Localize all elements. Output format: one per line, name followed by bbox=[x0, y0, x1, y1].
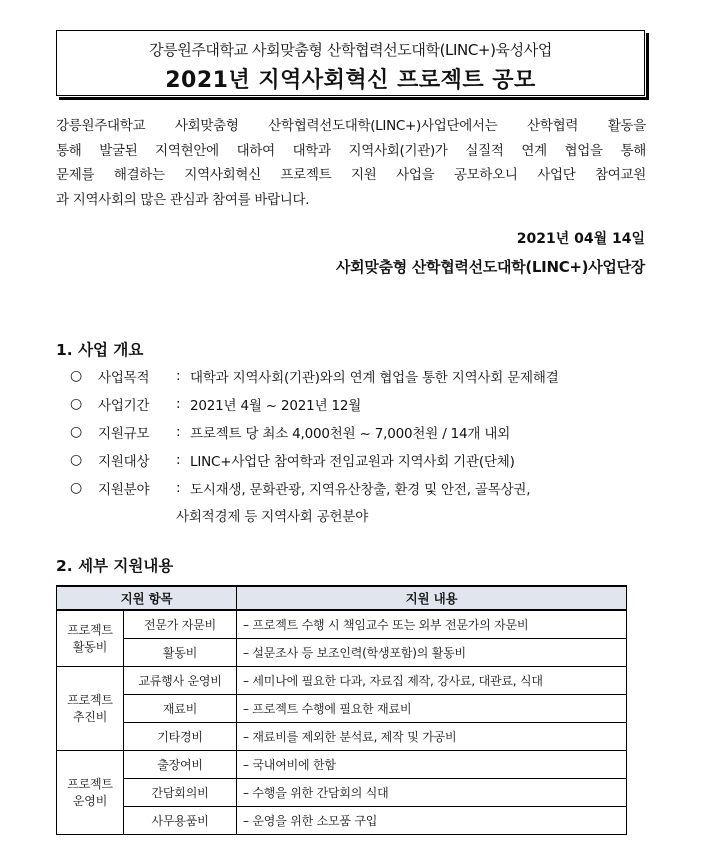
overview-list bbox=[70, 362, 650, 528]
overview-label: 사업목적 bbox=[98, 370, 150, 386]
overview-label: 지원분야 bbox=[98, 482, 150, 498]
circle-bullet-icon: ○ bbox=[70, 424, 83, 440]
table-header-item: 지원 항목 bbox=[57, 586, 237, 610]
section-title-overview: 1. 사업 개요 bbox=[56, 341, 144, 359]
table-header-row bbox=[57, 586, 627, 610]
table-row bbox=[57, 807, 627, 835]
category-cell bbox=[57, 610, 124, 667]
category-cell bbox=[57, 667, 124, 751]
overview-item bbox=[70, 474, 650, 502]
overview-label: 지원대상 bbox=[98, 454, 150, 470]
content-cell: – 설문조사 등 보조인력(학생포함)의 활동비 bbox=[237, 639, 627, 667]
content-cell: – 세미나에 필요한 다과, 자료집 제작, 강사료, 대관료, 식대 bbox=[237, 667, 627, 695]
overview-colon: : bbox=[176, 452, 181, 468]
item-cell: 간담회의비 bbox=[124, 779, 237, 807]
overview-value: 프로젝트 당 최소 4,000천원 ~ 7,000천원 / 14개 내외 bbox=[190, 426, 511, 442]
overview-item bbox=[70, 362, 650, 390]
overview-label: 사업기간 bbox=[98, 398, 150, 414]
table-row bbox=[57, 667, 627, 695]
overview-item bbox=[70, 390, 650, 418]
table-row bbox=[57, 779, 627, 807]
document-title: 2021년 지역사회혁신 프로젝트 공모 bbox=[165, 68, 536, 93]
overview-value: LINC+사업단 참여학과 전임교원과 지역사회 기관(단체) bbox=[190, 454, 515, 470]
intro-line: 강릉원주대학교 사회맞춤형 산학협력선도대학(LINC+)사업단에서는 산학협력 활동을 bbox=[56, 118, 646, 134]
section-title-details: 2. 세부 지원내용 bbox=[56, 557, 174, 575]
document-subtitle: 강릉원주대학교 사회맞춤형 산학협력선도대학(LINC+)육성사업 bbox=[149, 41, 552, 59]
table-row bbox=[57, 610, 627, 639]
item-cell: 교류행사 운영비 bbox=[124, 667, 237, 695]
overview-colon: : bbox=[176, 424, 181, 440]
intro-paragraph bbox=[56, 114, 646, 212]
overview-colon: : bbox=[176, 368, 181, 384]
category-label: 프로젝트 bbox=[67, 622, 113, 637]
category-label: 프로젝트 bbox=[67, 776, 113, 791]
overview-colon: : bbox=[176, 480, 181, 496]
overview-value: 2021년 4월 ~ 2021년 12월 bbox=[190, 398, 362, 414]
item-cell: 사무용품비 bbox=[124, 807, 237, 835]
category-label: 프로젝트 bbox=[67, 692, 113, 707]
intro-line: 과 지역사회의 많은 관심과 참여를 바랍니다. bbox=[56, 191, 310, 208]
table-row bbox=[57, 639, 627, 667]
item-cell: 전문가 자문비 bbox=[124, 610, 237, 639]
organization-name: 사회맞춤형 산학협력선도대학(LINC+)사업단장 bbox=[335, 258, 645, 276]
table-row bbox=[57, 723, 627, 751]
support-table bbox=[56, 585, 627, 835]
overview-item bbox=[70, 446, 650, 474]
table-header-content: 지원 내용 bbox=[237, 586, 627, 610]
item-cell: 출장여비 bbox=[124, 751, 237, 779]
overview-value: 도시재생, 문화관광, 지역유산창출, 환경 및 안전, 골목상권, bbox=[190, 482, 531, 498]
circle-bullet-icon: ○ bbox=[70, 396, 83, 412]
table-row bbox=[57, 695, 627, 723]
title-box bbox=[56, 30, 645, 96]
overview-colon: : bbox=[176, 396, 181, 412]
circle-bullet-icon: ○ bbox=[70, 452, 83, 468]
table-row bbox=[57, 751, 627, 779]
category-cell bbox=[57, 751, 124, 835]
announcement-date: 2021년 04월 14일 bbox=[516, 231, 645, 247]
category-label: 활동비 bbox=[72, 639, 108, 654]
content-cell: – 프로젝트 수행 시 책임교수 또는 외부 전문가의 자문비 bbox=[237, 610, 627, 639]
content-cell: – 국내여비에 한함 bbox=[237, 751, 627, 779]
circle-bullet-icon: ○ bbox=[70, 368, 83, 384]
intro-line: 통해 발굴된 지역현안에 대하여 대학과 지역사회(기관)가 실질적 연계 협업을 통해 bbox=[56, 142, 646, 159]
item-cell: 재료비 bbox=[124, 695, 237, 723]
category-label: 운영비 bbox=[72, 793, 108, 808]
intro-line: 문제를 해결하는 지역사회혁신 프로젝트 지원 사업을 공모하오니 사업단 참여교원 bbox=[56, 167, 646, 183]
item-cell: 활동비 bbox=[124, 639, 237, 667]
item-cell: 기타경비 bbox=[124, 723, 237, 751]
overview-item bbox=[70, 418, 650, 446]
overview-label: 지원규모 bbox=[98, 426, 150, 442]
overview-value: 대학과 지역사회(기관)와의 연계 협업을 통한 지역사회 문제해결 bbox=[190, 370, 559, 386]
overview-continuation: 사회적경제 등 지역사회 공헌분야 bbox=[176, 509, 369, 525]
content-cell: – 프로젝트 수행에 필요한 재료비 bbox=[237, 695, 627, 723]
circle-bullet-icon: ○ bbox=[70, 480, 83, 496]
content-cell: – 운영을 위한 소모품 구입 bbox=[237, 807, 627, 835]
content-cell: – 수행을 위한 간담회의 식대 bbox=[237, 779, 627, 807]
category-label: 추진비 bbox=[72, 709, 108, 724]
content-cell: – 재료비를 제외한 분석료, 제작 및 가공비 bbox=[237, 723, 627, 751]
